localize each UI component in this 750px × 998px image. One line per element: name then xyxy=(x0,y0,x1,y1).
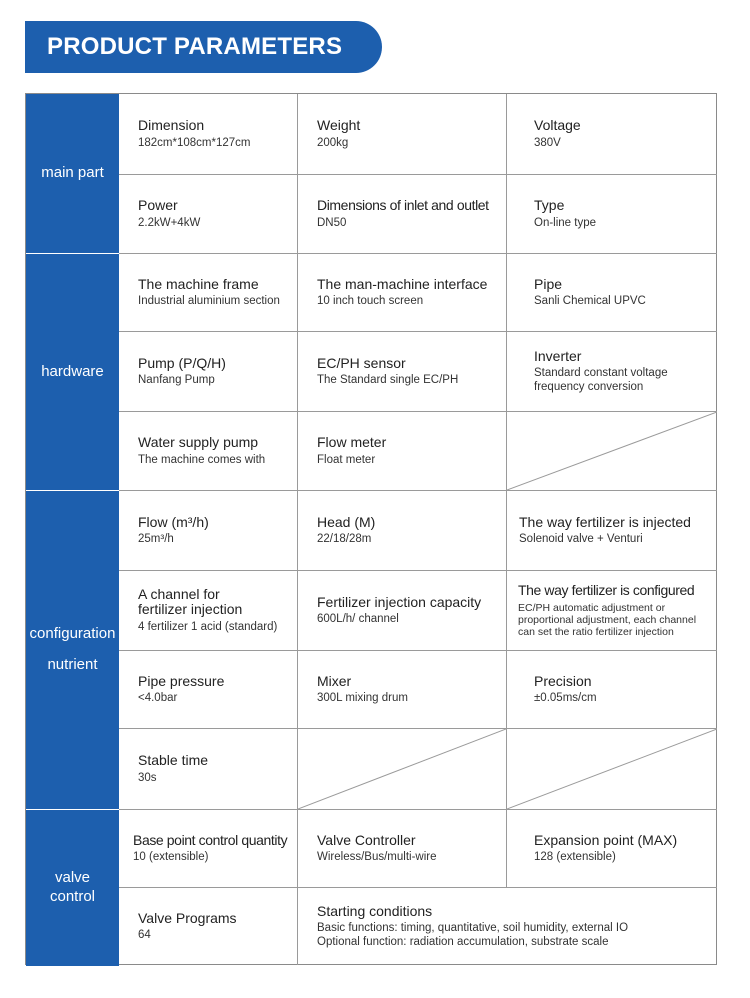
param-value: Industrial aluminium section xyxy=(138,295,280,308)
cell-mixer xyxy=(298,651,507,729)
cell-voltage xyxy=(507,94,717,175)
param-label: Weight xyxy=(317,117,361,134)
param-value: 30s xyxy=(138,771,157,784)
cell-ecph-sensor xyxy=(298,332,507,412)
cell-valve-programs xyxy=(119,888,298,965)
param-label: The man-machine interface xyxy=(317,275,488,292)
empty-cell-diagonal xyxy=(507,729,717,809)
param-label: The way fertilizer is configured xyxy=(518,582,695,599)
cell-stable-time xyxy=(119,729,298,810)
param-label: Voltage xyxy=(534,117,581,134)
param-label: Flow (m³/h) xyxy=(138,513,209,530)
category-label: nutrient xyxy=(47,656,98,673)
param-value: 2.2kW+4kW xyxy=(138,216,201,229)
param-label: The way fertilizer is injected xyxy=(519,513,691,530)
cell-empty xyxy=(507,412,717,491)
param-label: Pipe pressure xyxy=(138,672,225,689)
param-value: Basic functions: timing, quantitative, soil humidity, external IO xyxy=(317,921,629,934)
param-value: 25m³/h xyxy=(138,533,174,546)
category-label: configuration xyxy=(29,625,116,643)
param-label: Water supply pump xyxy=(138,434,259,451)
cell-inverter xyxy=(507,332,717,412)
param-label: Fertilizer injection capacity xyxy=(317,593,482,610)
param-label: Power xyxy=(138,197,178,214)
cell-weight xyxy=(298,94,507,175)
param-value: 300L mixing drum xyxy=(317,692,408,705)
page-title-banner xyxy=(25,21,382,73)
cell-flow xyxy=(119,491,298,571)
param-label: Pipe xyxy=(534,275,563,292)
cell-pump xyxy=(119,332,298,412)
cell-machine-frame xyxy=(119,254,298,332)
cell-empty xyxy=(298,729,507,810)
param-label: Inverter xyxy=(534,348,582,365)
category-label: valve xyxy=(54,869,91,887)
cell-pipe-pressure xyxy=(119,651,298,729)
param-value: Nanfang Pump xyxy=(138,374,215,387)
param-label: Flow meter xyxy=(317,434,387,451)
param-value: 200kg xyxy=(317,136,349,149)
cell-inlet-outlet xyxy=(298,175,507,254)
param-value: 182cm*108cm*127cm xyxy=(138,136,251,149)
category-label: main part xyxy=(41,164,104,182)
empty-cell-diagonal xyxy=(298,729,506,809)
cell-base-point xyxy=(119,810,298,888)
cell-empty xyxy=(507,729,717,810)
param-value: Optional function: radiation accumulation, substrate scale xyxy=(317,936,609,949)
cell-head xyxy=(298,491,507,571)
param-value: 64 xyxy=(138,929,151,942)
parameters-table xyxy=(25,93,717,965)
param-value: 4 fertilizer 1 acid (standard) xyxy=(138,620,278,633)
cell-precision xyxy=(507,651,717,729)
param-value: On-line type xyxy=(534,216,597,229)
param-value: 380V xyxy=(534,136,561,149)
param-label: Precision xyxy=(534,672,592,689)
param-value: The machine comes with xyxy=(138,453,266,466)
cell-valve-controller xyxy=(298,810,507,888)
category-valve-control xyxy=(26,810,119,966)
param-label: Dimension xyxy=(138,117,205,134)
param-value: <4.0bar xyxy=(138,692,178,705)
param-value: 600L/h/ channel xyxy=(317,613,399,626)
param-value: 128 (extensible) xyxy=(534,851,616,864)
cell-man-machine-interface xyxy=(298,254,507,332)
param-label: The machine frame xyxy=(138,275,259,292)
param-value: Wireless/Bus/multi-wire xyxy=(317,851,437,864)
category-label: hardware xyxy=(41,362,104,380)
param-label: Valve Programs xyxy=(138,909,237,926)
cell-configured-way xyxy=(507,571,717,651)
param-value: 10 (extensible) xyxy=(133,851,209,864)
param-label: EC/PH sensor xyxy=(317,354,406,371)
param-label: Base point control quantity xyxy=(133,831,288,848)
param-value: Float meter xyxy=(317,453,376,466)
param-value: ±0.05ms/cm xyxy=(534,692,597,705)
param-value: 22/18/28m xyxy=(317,533,372,546)
param-label: Dimensions of inlet and outlet xyxy=(317,197,489,214)
param-value: EC/PH automatic adjustment or proportional adjustment, each channel can set the ratio fertilizer injection xyxy=(518,601,697,638)
category-configuration-nutrient xyxy=(26,491,119,810)
cell-fertilizer-channel xyxy=(119,571,298,651)
category-label: control xyxy=(49,888,96,905)
param-value: Solenoid valve + Venturi xyxy=(519,533,643,546)
param-label: Expansion point (MAX) xyxy=(534,831,678,848)
param-label: Pump (P/Q/H) xyxy=(138,354,226,371)
cell-injection-capacity xyxy=(298,571,507,651)
cell-power xyxy=(119,175,298,254)
cell-type xyxy=(507,175,717,254)
cell-water-supply-pump xyxy=(119,412,298,491)
param-value: The Standard single EC/PH xyxy=(317,374,459,387)
cell-dimension xyxy=(119,94,298,175)
param-label: Mixer xyxy=(317,672,352,689)
page-title: PRODUCT PARAMETERS xyxy=(47,33,343,60)
param-label: Valve Controller xyxy=(317,831,416,848)
cell-pipe xyxy=(507,254,717,332)
param-label: Type xyxy=(534,197,565,214)
param-value: DN50 xyxy=(317,216,347,229)
cell-flow-meter xyxy=(298,412,507,491)
cell-starting-conditions xyxy=(298,888,717,965)
param-label: Head (M) xyxy=(317,513,376,530)
param-label: Stable time xyxy=(138,752,209,769)
cell-expansion-point xyxy=(507,810,717,888)
category-hardware xyxy=(26,254,119,491)
param-label: Starting conditions xyxy=(317,902,433,919)
param-value: 10 inch touch screen xyxy=(317,295,424,308)
category-main-part xyxy=(26,94,119,254)
param-value: Sanli Chemical UPVC xyxy=(534,295,646,308)
cell-injection-way xyxy=(507,491,717,571)
param-value: Standard constant voltage frequency conversion xyxy=(534,367,668,393)
empty-cell-diagonal xyxy=(507,412,717,490)
param-label: A channel for fertilizer injection xyxy=(138,586,243,618)
